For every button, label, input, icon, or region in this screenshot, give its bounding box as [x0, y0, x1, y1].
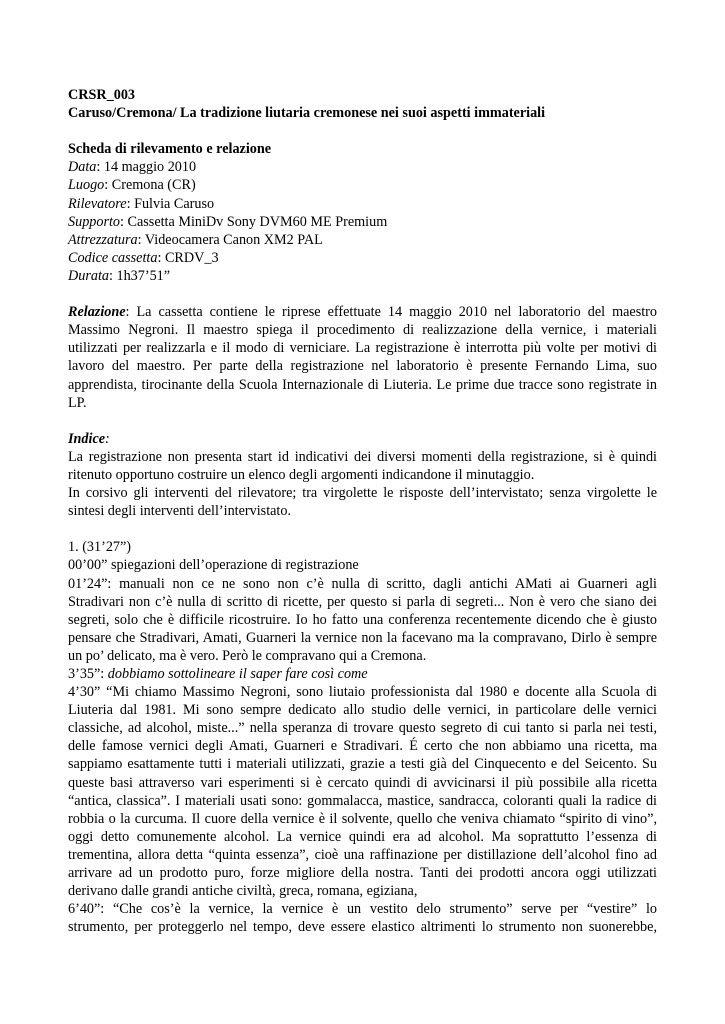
field-value: : CRDV_3: [157, 249, 219, 266]
track-line: pensare che Stradivari, Amati, Guarneri la vernice non la facevano ma la compravano, Dirlo è sempre: [68, 629, 657, 646]
track-line: robbia o la curcuma. Il cuore della vernice è il solvente, quello che veniva chiamato “spirito di vino”,: [68, 810, 657, 827]
spacer: [68, 122, 657, 140]
relazione-line: utilizzati per realizzarla e il modo di verniciare. La registrazione è interrotta più volte per motivi di: [68, 340, 657, 357]
track-time: 3’35”:: [68, 666, 108, 682]
track-line: 4’30” “Mi chiamo Massimo Negroni, sono liutaio professionista dal 1980 e docente alla Scuola di: [68, 684, 657, 701]
field-label: Rilevatore: [68, 195, 127, 212]
track-line: sappiamo esattamente tutti i materiali utilizzati, grazie a testi già del Cinquecento e del Seicento. Su: [68, 756, 657, 773]
field-value: : Cremona (CR): [104, 177, 196, 194]
scheda-heading: Scheda di rilevamento e relazione: [68, 141, 272, 158]
track-line: strumento, per proteggerlo nel tempo, deve essere elastico altrimenti lo strumento non suonerebbe,: [68, 919, 657, 936]
field-codice-cassetta: [68, 249, 657, 267]
indice-heading: [68, 430, 657, 448]
track-line: delle famose vernici degli Amati, Guarneri e Stradivari. É certo che non abbiamo una ricetta, ma: [68, 738, 657, 755]
field-rilevatore: [68, 195, 657, 213]
spacer: [68, 412, 657, 430]
field-luogo: [68, 176, 657, 194]
track-heading: 1. (31’27”): [68, 539, 132, 556]
track-entry: [68, 575, 657, 665]
field-durata: [68, 267, 657, 285]
field-value: : Cassetta MiniDv Sony DVM60 ME Premium: [120, 213, 388, 230]
document-code: CRSR_003: [68, 87, 136, 103]
track-line: arrivare ad un prodotto puro, forze migliore della nostra. Tanti dei prodotti ancora oggi utilizzati: [68, 865, 657, 882]
track-line: queste basi attraverso vari esperimenti si è cercato quindi di avvicinarsi il più possibile alla ricetta: [68, 774, 657, 791]
field-data: [68, 158, 657, 176]
field-label: Luogo: [68, 177, 105, 194]
indice-line: ritenuto opportuno costruire un elenco degli argomenti indicandone il minutaggio.: [68, 466, 535, 483]
spacer: [68, 285, 657, 303]
field-value: : 1h37’51”: [109, 267, 171, 284]
track-line: Stradivari non c’è nulla di scritto di ricette, per questo si parla di segreti... Non è vero che siano dei: [68, 593, 657, 610]
track-line: segreti, solo che è difficile ricostruire. Io ho fatto una conferenza recentemente dicendo che è giusto: [68, 611, 657, 628]
relazione-label: Relazione: [68, 304, 126, 321]
field-label: Data: [68, 159, 97, 176]
relazione-line: Massimo Negroni. Il maestro spiega il procedimento di realizzazione della vernice, i materiali: [68, 322, 657, 339]
track-entry: [68, 665, 657, 683]
indice-label: Indice: [68, 430, 106, 447]
track-line: 00’00” spiegazioni dell’operazione di registrazione: [68, 557, 359, 574]
track-line: “antica, classica”. I materiali usati sono: gommalacca, mastice, sandracca, coloranti quali la radice di: [68, 792, 657, 809]
indice-line: In corsivo gli interventi del rilevatore; tra virgolette le risposte dell’intervistato; senza virgolette le: [68, 485, 657, 502]
indice-line: sintesi degli interventi dell’intervistato.: [68, 503, 292, 520]
indice-line: La registrazione non presenta start id indicativi dei diversi momenti della registrazione, si è quindi: [68, 448, 657, 465]
track-line: Liuteria dal 1981. Mi sono sempre dedicato allo studio delle vernici, in particolare delle vernici: [68, 702, 657, 719]
track-line: 6’40”: “Che cos’è la vernice, la vernice è un vestito delo strumento” serve per “vestire” lo: [68, 901, 657, 918]
field-value: : Fulvia Caruso: [126, 195, 215, 212]
track-entry: [68, 683, 657, 900]
track-line: un po’ delicato, ma è vero. Però le compravano qui a Cremona.: [68, 647, 427, 664]
track-line: [68, 665, 657, 683]
track-line: derivano dalle grandi antiche civiltà, greca, romana, egiziana,: [68, 883, 418, 900]
document-title: Caruso/Cremona/ La tradizione liutaria cremonese nei suoi aspetti immateriali: [68, 105, 546, 122]
indice-paragraph: [68, 448, 657, 520]
track-line: trementina, allora detta “quinta essenza”, cioè una raffinazione per distillazione dell’alcohol fino ad: [68, 846, 657, 863]
spacer: [68, 520, 657, 538]
relazione-paragraph: [68, 303, 657, 412]
field-label: Supporto: [68, 213, 121, 230]
field-value: : Videocamera Canon XM2 PAL: [137, 231, 323, 248]
scheda-fields: [68, 158, 657, 285]
track-entry: [68, 900, 657, 936]
track-line: classiche, ad alcohol, miste...” nella speranza di trovare questo segreto di cui tanto si parla nei testi,: [68, 720, 657, 737]
field-label: Codice cassetta: [68, 249, 158, 266]
relazione-line: apprendista, tirocinante della Scuola Internazionale di Liuteria. Le prime due tracce sono registrate in: [68, 376, 657, 393]
track-line: 01’24”: manuali non ce ne sono non c’è nulla di scritto, dagli antichi AMati ai Guarneri agli: [68, 575, 657, 592]
field-attrezzatura: [68, 231, 657, 249]
relazione-line: [68, 303, 657, 321]
field-value: : 14 maggio 2010: [96, 159, 197, 176]
relazione-line: lavoro del maestro. Per parte della registrazione nel laboratorio è presente Fernando Lima, suo: [68, 358, 657, 375]
relazione-text: : La cassetta contiene le riprese effettuate 14 maggio 2010 nel laboratorio del maestro: [125, 304, 657, 321]
track-line: oggi detto comunemente alcohol. La vernice quindi era ad alcohol. Ma soprattutto l’essenza di: [68, 828, 657, 845]
field-supporto: [68, 213, 657, 231]
relazione-line: LP.: [68, 394, 87, 411]
document-page: [68, 86, 657, 936]
track-entry: [68, 556, 657, 574]
interviewer-note: dobbiamo sottolineare il saper fare così come: [107, 666, 368, 682]
indice-colon: :: [105, 430, 110, 447]
field-label: Durata: [68, 267, 109, 284]
field-label: Attrezzatura: [68, 231, 138, 248]
